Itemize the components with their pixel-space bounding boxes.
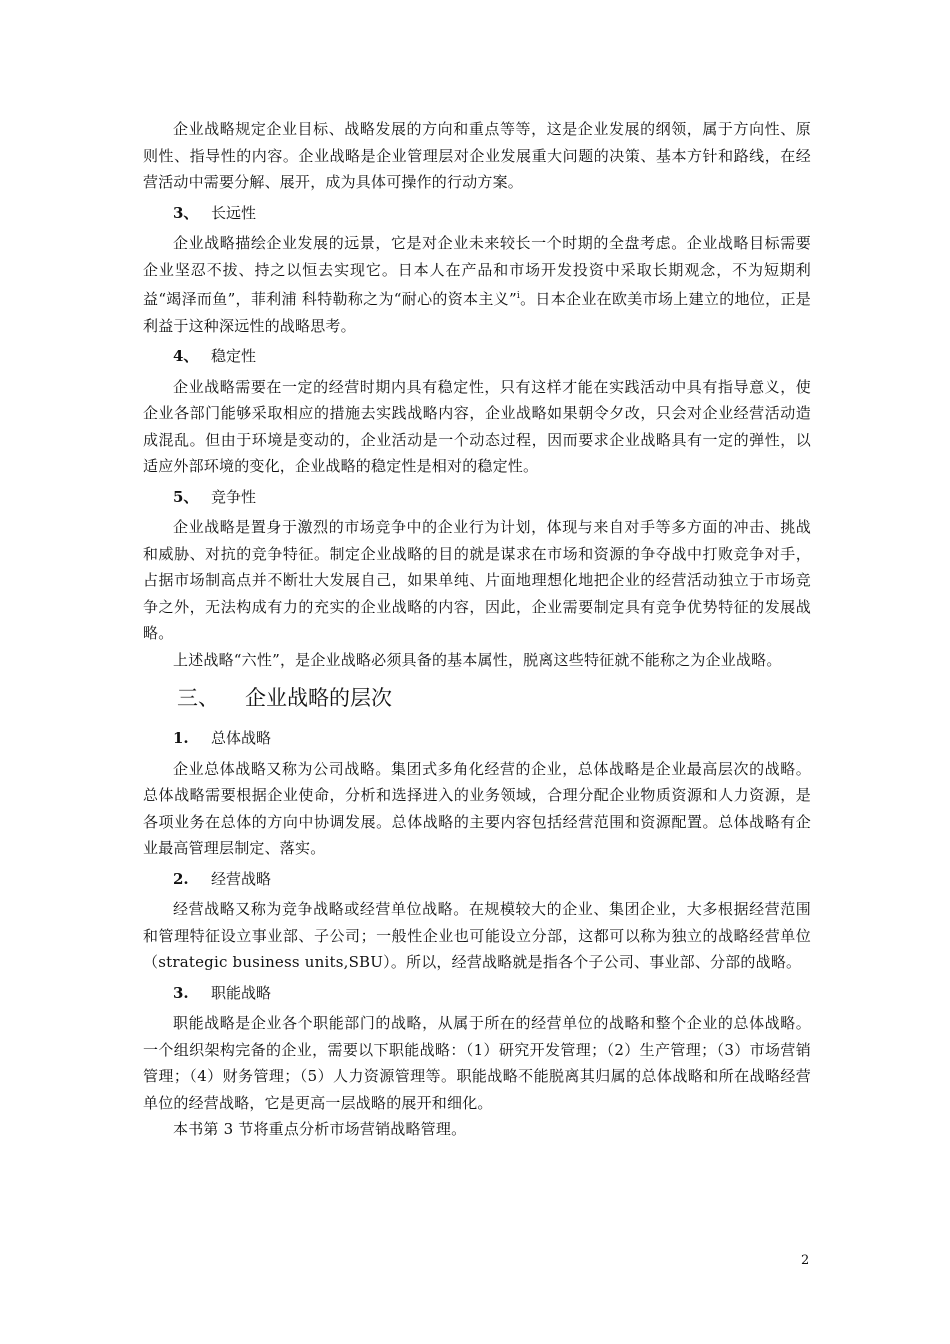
section-number: 三、 [177,686,219,710]
subheading-number: 3、 [173,203,199,222]
subheading-number: 1. [173,729,189,747]
paragraph: 企业总体战略又称为公司战略。集团式多角化经营的企业，总体战略是企业最高层次的战略。总体战略需要根据企业使命，分析和选择进入的业务领域，合理分配企业物质资源和人力资源，是各项业务在总体的方向中协调发展。总体战略的主要内容包括经营范围和资源配置。总体战略有企业最高管理层制定、落实。 [143,759,811,857]
subheading-title: 长远性 [211,203,257,222]
subheading-title: 职能战略 [211,983,272,1002]
subheading-number: 2. [173,869,189,888]
paragraph [143,230,811,339]
subheading-title: 竞争性 [211,487,257,506]
subheading-business-strategy [173,866,811,893]
page-number: 2 [801,1253,810,1268]
subheading-functional-strategy [173,980,811,1007]
paragraph-text: 企业战略描绘企业发展的远景，它是对企业未来较长一个时期的全盘考虑。企业战略目标需要企业坚忍不拔、持之以恒去实现它。日本人在产品和市场开发投资中采取长期观念，不为短期利益“竭泽而鱼”，菲利浦 科特勒称之为“耐心的资本主义” [143,234,811,308]
subheading-title: 稳定性 [211,347,257,365]
paragraph: 职能战略是企业各个职能部门的战略，从属于所在的经营单位的战略和整个企业的总体战略。一个组织架构完备的企业，需要以下职能战略：（1）研究开发管理；（2）生产管理；（3）市场营销管理；（4）财务管理；（5）人力资源管理等。职能战略不能脱离其归属的总体战略和所在战略经营单位的经营战略，它是更高一层战略的展开和细化。 [143,1014,811,1112]
section-heading [177,683,811,713]
paragraph: 企业战略是置身于激烈的市场竞争中的企业行为计划，体现与来自对手等多方面的冲击、挑战和威胁、对抗的竞争特征。制定企业战略的目的就是谋求在市场和资源的争夺战中打败竞争对手，占据市场制高点并不断壮大发展自己，如果单纯、片面地理想化地把企业的经营活动独立于市场竞争之外，无法构成有力的充实的企业战略的内容，因此，企业需要制定具有竞争优势特征的发展战略。 [143,518,811,642]
paragraph: 上述战略“六性”，是企业战略必须具备的基本属性，脱离这些特征就不能称之为企业战略。 [173,650,782,669]
paragraph-text: 。日本企业在欧美市场上建立的地位，正是利益于这种深远性的战略思考。 [143,290,811,335]
paragraph: 本书第 3 节将重点分析市场营销战略管理。 [173,1120,467,1138]
section-title: 企业战略的层次 [245,686,392,710]
subheading-overall-strategy [173,725,811,752]
subheading-number: 5、 [173,487,199,506]
document-body [143,116,811,1143]
paragraph: 企业战略规定企业目标、战略发展的方向和重点等等，这是企业发展的纲领，属于方向性、原则性、指导性的内容。企业战略是企业管理层对企业发展重大问题的决策、基本方针和路线，在经营活动中需要分解、展开，成为具体可操作的行动方案。 [143,120,811,191]
subheading-title: 总体战略 [211,729,272,747]
subheading-4 [173,343,811,370]
paragraph: 企业战略需要在一定的经营时期内具有稳定性，只有这样才能在实践活动中具有指导意义，使企业各部门能够采取相应的措施去实践战略内容，企业战略如果朝令夕改，只会对企业经营活动造成混乱。但由于环境是变动的，企业活动是一个动态过程，因而要求企业战略具有一定的弹性，以适应外部环境的变化，企业战略的稳定性是相对的稳定性。 [143,377,811,475]
subheading-number: 3. [173,983,189,1002]
subheading-number: 4、 [173,347,199,365]
subheading-5 [173,484,811,511]
subheading-title: 经营战略 [211,869,272,888]
footnote-marker[interactable]: i [516,291,520,301]
paragraph: 经营战略又称为竞争战略或经营单位战略。在规模较大的企业、集团企业，大多根据经营范围和管理特征设立事业部、子公司；一般性企业也可能设立分部，这都可以称为独立的战略经营单位（strategic business units,SBU）。所以，经营战略就是指各个子公司、事业部、分部的战略。 [143,900,811,971]
subheading-3 [173,200,811,227]
